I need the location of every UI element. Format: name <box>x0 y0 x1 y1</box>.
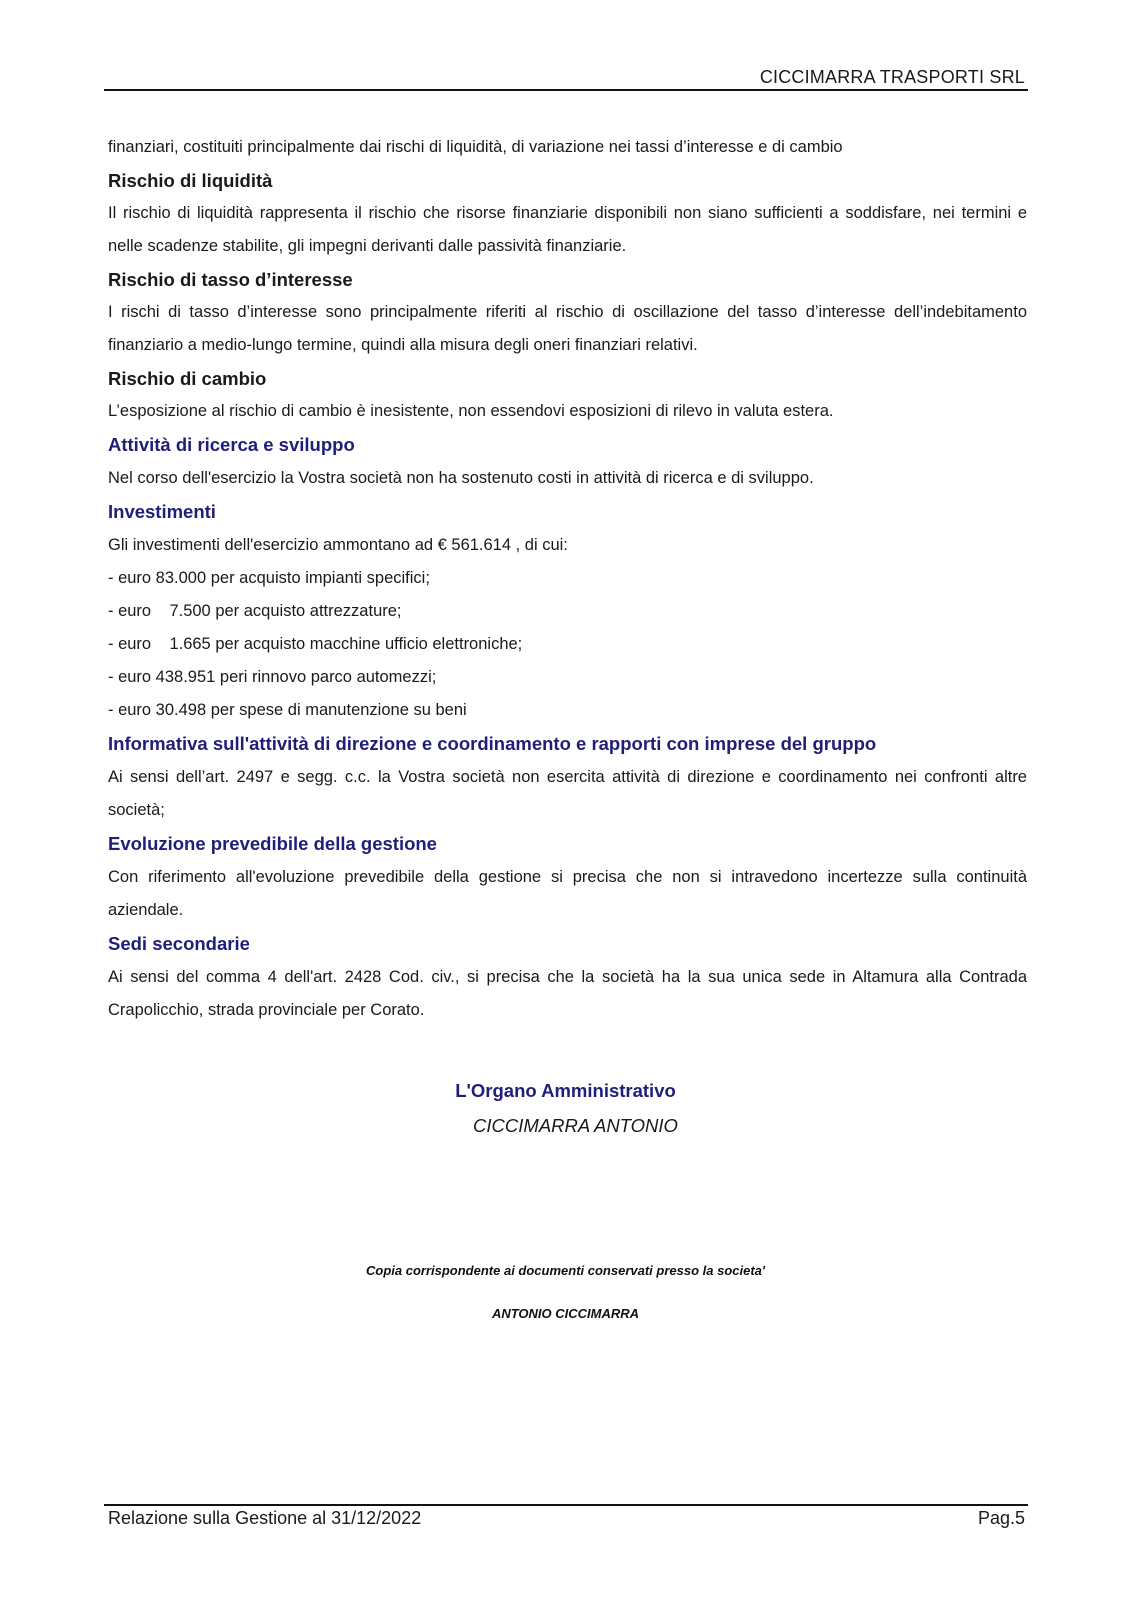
research-text: Nel corso dell'esercizio la Vostra società non ha sostenuto costi in attività di ricerca e di sviluppo. <box>108 469 814 487</box>
footer-divider <box>104 1504 1028 1506</box>
section-heading-research: Attività di ricerca e sviluppo <box>108 434 355 455</box>
outlook-text: Con riferimento all'evoluzione prevedibile della gestione si precisa che non si intravedono incertezze sulla continuità aziendale. <box>108 868 1027 919</box>
section-heading-exchange-risk: Rischio di cambio <box>108 368 267 389</box>
signature-title: L'Organo Amministrativo <box>455 1080 676 1101</box>
list-item: - euro 438.951 peri rinnovo parco automezzi; <box>108 668 437 686</box>
footer-report-title: Relazione sulla Gestione al 31/12/2022 <box>108 1508 422 1528</box>
investments-list <box>108 562 1027 727</box>
investments-intro: Gli investimenti dell'esercizio ammontano ad € 561.614 , di cui: <box>108 536 568 554</box>
signature-name: CICCIMARRA ANTONIO <box>473 1115 678 1136</box>
section-heading-branches: Sedi secondarie <box>108 933 250 954</box>
section-heading-liquidity-risk: Rischio di liquidità <box>108 170 273 191</box>
document-body <box>108 131 1027 1027</box>
interest-rate-risk-text: I rischi di tasso d’interesse sono principalmente riferiti al rischio di oscillazione del tasso d’interesse dell’indebitamento finanziario a medio-lungo termine, quindi alla misura degli oneri finanziari relativi. <box>108 303 1027 354</box>
exchange-risk-text: L’esposizione al rischio di cambio è inesistente, non essendovi esposizioni di rilevo in valuta estera. <box>108 402 834 420</box>
header-divider <box>104 89 1028 91</box>
list-item: - euro 30.498 per spese di manutenzione su beni <box>108 701 467 719</box>
page-number: Pag.5 <box>977 1508 1025 1528</box>
section-heading-group-info: Informativa sull'attività di direzione e coordinamento e rapporti con imprese del gruppo <box>108 733 877 754</box>
section-heading-investments: Investimenti <box>108 501 216 522</box>
intro-continuation: finanziari, costituiti principalmente dai rischi di liquidità, di variazione nei tassi d’interesse e di cambio <box>108 138 843 156</box>
header-company-name: CICCIMARRA TRASPORTI SRL <box>759 67 1025 87</box>
list-item: - euro 7.500 per acquisto attrezzature; <box>108 602 402 620</box>
branches-text: Ai sensi del comma 4 dell'art. 2428 Cod. civ., si precisa che la società ha la sua unica sede in Altamura alla Contrada Crapolicchio, strada provinciale per Corato. <box>108 968 1027 1019</box>
list-item: - euro 1.665 per acquisto macchine ufficio elettroniche; <box>108 635 523 653</box>
liquidity-risk-text: Il rischio di liquidità rappresenta il rischio che risorse finanziarie disponibili non siano sufficienti a soddisfare, nei termini e nelle scadenze stabilite, gli impegni derivanti dalle passività finanziarie. <box>108 204 1027 255</box>
list-item: - euro 83.000 per acquisto impianti specifici; <box>108 569 430 587</box>
section-heading-outlook: Evoluzione prevedibile della gestione <box>108 833 437 854</box>
certification-name: ANTONIO CICCIMARRA <box>491 1306 640 1321</box>
section-heading-interest-rate-risk: Rischio di tasso d’interesse <box>108 269 353 290</box>
certification-note: Copia corrispondente ai documenti conservati presso la societa' <box>366 1263 765 1278</box>
group-info-text: Ai sensi dell’art. 2497 e segg. c.c. la Vostra società non esercita attività di direzione e coordinamento nei confronti altre società; <box>108 768 1027 819</box>
